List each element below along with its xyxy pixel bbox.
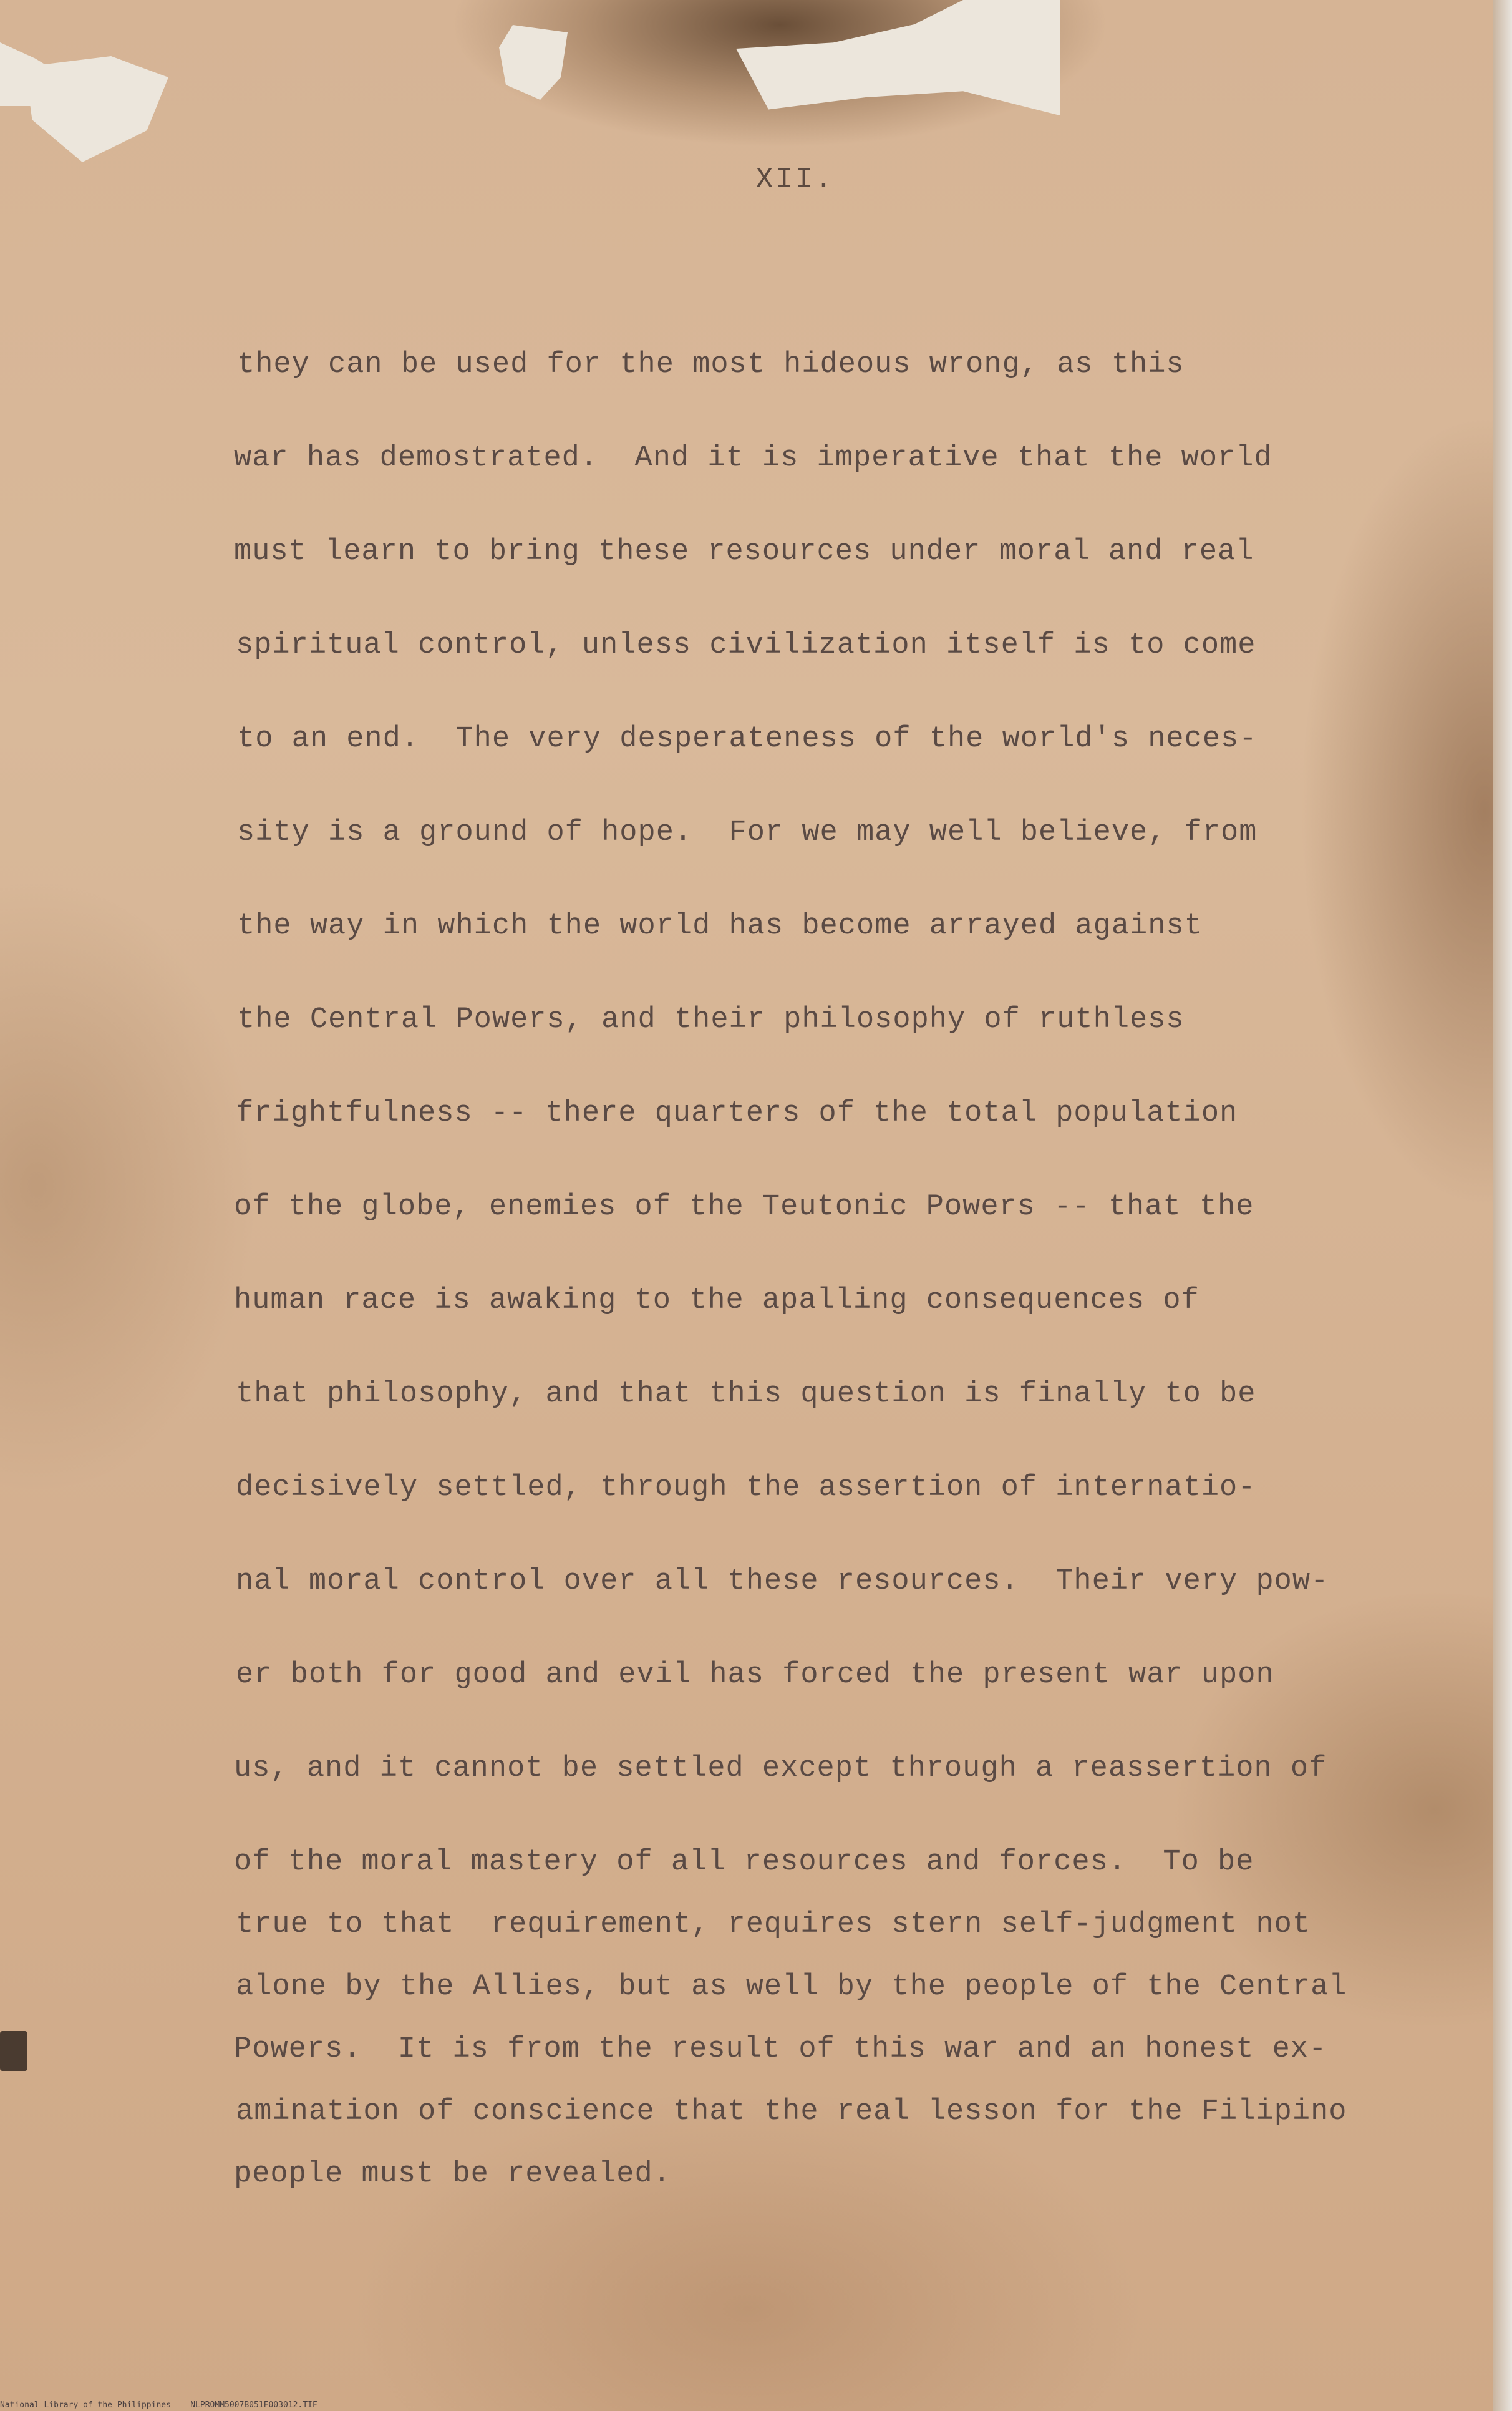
text-line: amination of conscience that the real lesson for the Filipino [236,2095,1347,2128]
text-line: true to that requirement, requires stern self-judgment not [236,1908,1311,1941]
text-line: the way in which the world has become arrayed against [237,910,1203,943]
archive-footer: National Library of the Philippines NLPROMM5007B051F003012.TIF [0,2400,317,2410]
text-line: people must be revealed. [234,2158,671,2191]
text-line: of the globe, enemies of the Teutonic Powers -- that the [234,1191,1254,1224]
text-line: to an end. The very desperateness of the world's neces- [237,723,1258,756]
text-line: nal moral control over all these resources. Their very pow- [236,1565,1329,1598]
text-line: alone by the Allies, but as well by the people of the Central [236,1970,1347,2004]
torn-edge-top-left [25,56,168,162]
text-line: sity is a ground of hope. For we may well believe, from [237,816,1258,849]
text-line: frightfulness -- there quarters of the total population [236,1097,1238,1130]
text-line: er both for good and evil has forced the present war upon [236,1658,1274,1692]
scan-right-edge [1493,0,1512,2411]
text-line: decisively settled, through the assertion of internatio- [236,1471,1256,1504]
text-line: us, and it cannot be settled except through a reassertion of [234,1752,1327,1785]
page-number: XII. [755,163,835,196]
binding-mark [0,2031,27,2071]
text-line: must learn to bring these resources under moral and real [234,535,1254,568]
text-line: Powers. It is from the result of this war and an honest ex- [234,2033,1327,2066]
text-line: spiritual control, unless civilization itself is to come [236,629,1256,662]
text-line: they can be used for the most hideous wrong, as this [237,348,1185,381]
text-line: war has demostrated. And it is imperative that the world [234,442,1272,475]
text-line: of the moral mastery of all resources and forces. To be [234,1846,1254,1879]
text-line: the Central Powers, and their philosophy of ruthless [237,1003,1185,1036]
text-line: human race is awaking to the apalling consequences of [234,1284,1199,1317]
text-line: that philosophy, and that this question is finally to be [236,1378,1256,1411]
typed-text-body [234,0,1407,2191]
